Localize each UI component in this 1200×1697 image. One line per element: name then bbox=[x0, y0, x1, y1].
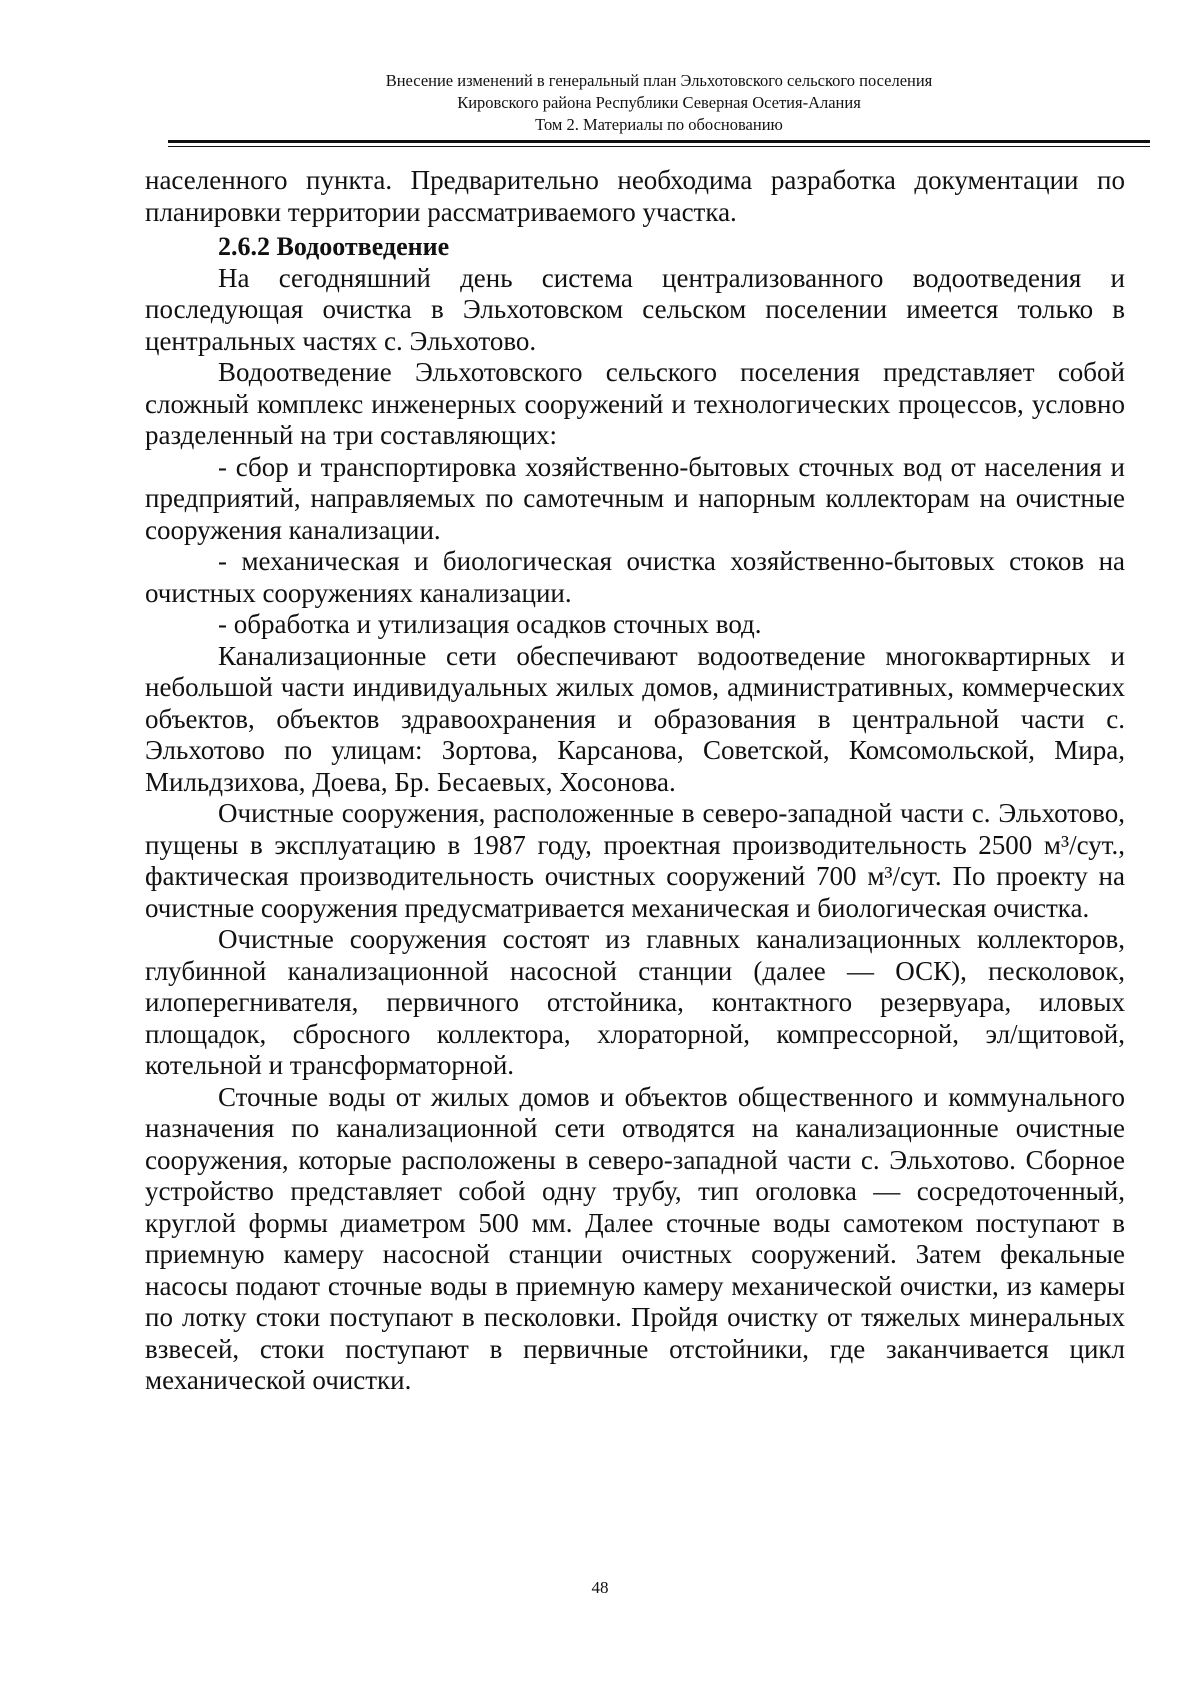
document-header bbox=[168, 70, 1150, 136]
body-paragraph: Водоотведение Эльхотовского сельского поселения представляет собой сложный комплекс инженерных сооружений и технологических процессов, условно разделенный на три составляющих: bbox=[145, 357, 1125, 450]
list-item: - механическая и биологическая очистка хозяйственно-бытовых стоков на очистных сооружениях канализации. bbox=[145, 546, 1125, 608]
document-body bbox=[145, 165, 1125, 1397]
body-paragraph: Очистные сооружения, расположенные в северо-западной части с. Эльхотово, пущены в эксплуатацию в 1987 году, проектная производительность 2500 м³/сут., фактическая производительность очистных сооружений 700 м³/сут. По проекту на очистные сооружения предусматривается механическая и биологическая очистка. bbox=[145, 798, 1125, 923]
body-paragraph: Сточные воды от жилых домов и объектов общественного и коммунального назначения по канализационной сети отводятся на канализационные очистные сооружения, которые расположены в северо-западной части с. Эльхотово. Сборное устройство представляет собой одну трубу, тип оголовка — сосредоточенный, круглой формы диаметром 500 мм. Далее сточные воды самотеком поступают в приемную камеру насосной станции очистных сооружений. Затем фекальные насосы подают сточные воды в приемную камеру механической очистки, из камеры по лотку стоки поступают в песколовки. Пройдя очистку от тяжелых минеральных взвесей, стоки поступают в первичные отстойники, где заканчивается цикл механической очистки. bbox=[145, 1081, 1125, 1395]
section-title: 2.6.2 Водоотведение bbox=[218, 231, 450, 261]
header-divider-thin bbox=[168, 146, 1150, 147]
list-item: - обработка и утилизация осадков сточных вод. bbox=[218, 609, 762, 639]
body-paragraph: Канализационные сети обеспечивают водоотведение многоквартирных и небольшой части индивидуальных жилых домов, административных, коммерческих объектов, объектов здравоохранения и образования в центральной части с. Эльхотово по улицам: Зортова, Карсанова, Советской, Комсомольской, Мира, Мильдзихова, Доева, Бр. Бесаевых, Хосонова. bbox=[145, 640, 1125, 797]
header-line-2: Кировского района Республики Северная Осетия-Алания bbox=[457, 93, 861, 112]
header-line-3: Том 2. Материалы по обоснованию bbox=[535, 115, 783, 134]
continuation-paragraph: населенного пункта. Предварительно необходима разработка документации по планировки территории рассматриваемого участка. bbox=[145, 165, 1125, 227]
list-item: - сбор и транспортировка хозяйственно-бытовых сточных вод от населения и предприятий, направляемых по самотечным и напорным коллекторам на очистные сооружения канализации. bbox=[145, 451, 1125, 545]
header-line-1: Внесение изменений в генеральный план Эльхотовского сельского поселения bbox=[385, 71, 933, 90]
body-paragraph: Очистные сооружения состоят из главных канализационных коллекторов, глубинной канализационной насосной станции (далее — ОСК), песколовок, илоперегнивателя, первичного отстойника, контактного резервуара, иловых площадок, сбросного коллектора, хлораторной, компрессорной, эл/щитовой, котельной и трансформаторной. bbox=[145, 924, 1125, 1080]
header-divider-thick bbox=[168, 140, 1150, 143]
body-paragraph: На сегодняшний день система централизованного водоотведения и последующая очистка в Эльхотовском сельском поселении имеется только в центральных частях с. Эльхотово. bbox=[145, 262, 1125, 356]
page-number: 48 bbox=[591, 1578, 609, 1597]
